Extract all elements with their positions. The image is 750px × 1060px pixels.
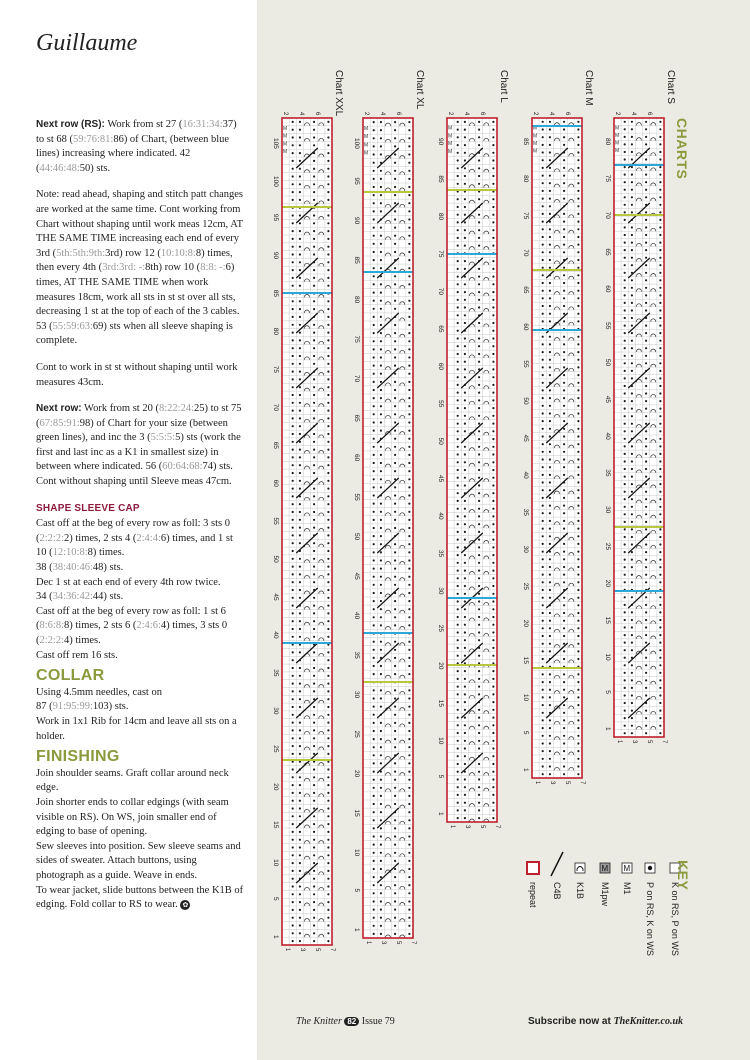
m1-symbol: M: [533, 141, 538, 148]
row-number: 60: [353, 454, 360, 462]
row-number: 15: [353, 809, 360, 817]
paragraph: Work in 1x1 Rib for 14cm and leave all sts on a holder.: [36, 715, 237, 742]
row-number: 45: [353, 572, 360, 580]
stitch-number: 5: [314, 948, 320, 952]
charts-panel: [257, 0, 750, 1060]
row-number: 1: [522, 768, 529, 772]
m1-symbol: M: [601, 864, 609, 873]
chart-title: Chart XXL: [333, 70, 344, 117]
m1-symbol: M: [364, 126, 369, 133]
stitch-number: 1: [449, 825, 455, 829]
stitch-number: 7: [661, 740, 667, 744]
row-number: 100: [353, 138, 360, 149]
stitch-number: 7: [410, 941, 416, 945]
stitch-number: 3: [631, 740, 637, 744]
row-number: 1: [272, 935, 279, 939]
end-mark-icon: ✿: [180, 900, 190, 910]
row-number: 30: [604, 506, 611, 514]
row-number: 55: [522, 360, 529, 368]
row-number: 85: [272, 289, 279, 298]
row-number: 45: [437, 475, 444, 483]
stitch-number: 1: [284, 948, 290, 952]
row-number: 105: [272, 138, 279, 149]
stitch-number: 1: [616, 740, 622, 744]
row-number: 50: [522, 397, 529, 405]
row-number: 35: [522, 508, 529, 516]
row-number: 70: [272, 403, 279, 411]
size-values: 55:59:63:: [52, 320, 93, 332]
row-number: 55: [437, 400, 444, 408]
m1-symbol: M: [283, 133, 288, 140]
row-number: 50: [272, 555, 279, 563]
m1-symbol: M: [615, 140, 620, 147]
row-number: 5: [437, 774, 444, 779]
m1-symbol: M: [533, 133, 538, 140]
row-number: 50: [353, 533, 360, 541]
size-values: 2:4:6:: [136, 620, 161, 632]
row-number: 10: [272, 859, 279, 867]
stitch-number: 6: [646, 112, 652, 116]
size-values: 2:4:4:: [136, 532, 161, 544]
footer-subscribe: [528, 1016, 683, 1027]
size-values: 8:6:8:: [39, 620, 65, 632]
row-number: 30: [522, 545, 529, 553]
paragraph: Dec 1 st at each end of every 4th row twice.: [36, 576, 221, 588]
chart-title: Chart L: [498, 70, 509, 103]
row-number: 10: [353, 849, 360, 857]
paragraph: [36, 402, 246, 490]
row-number: 30: [272, 707, 279, 715]
paragraph: Using 4.5mm needles, cast on: [36, 686, 162, 698]
size-values: 60:64:68:: [162, 461, 203, 473]
paragraph: [36, 118, 246, 176]
m1-symbol: M: [448, 148, 453, 155]
row-number: 35: [272, 669, 279, 677]
size-values: 5:5:5:: [150, 432, 176, 444]
row-number: 25: [522, 582, 529, 590]
stitch-number: 2: [447, 112, 453, 116]
row-number: 60: [272, 479, 279, 487]
stitch-number: 5: [646, 740, 652, 744]
row-number: 55: [353, 493, 360, 501]
text: 4) times, 3 sts 0 (: [36, 620, 228, 646]
m1-symbol: M: [448, 133, 453, 140]
size-values: 38:40:46:: [52, 562, 93, 574]
row-number: 65: [272, 441, 279, 449]
pattern-text: [36, 118, 246, 913]
row-number: 10: [437, 737, 444, 745]
size-values: 16:31:34:: [182, 119, 223, 130]
stitch-number: 2: [282, 112, 288, 116]
stitch-number: 7: [579, 781, 585, 785]
row-number: 60: [604, 285, 611, 293]
text: 2) times, 2 sts 4 (: [64, 532, 137, 544]
subscribe-text: Subscribe now at: [528, 1016, 611, 1027]
size-values: 10:10:8:: [160, 247, 196, 259]
size-values: 34:36:42:: [52, 591, 93, 603]
m1-symbol: M: [533, 125, 538, 132]
row-number: 15: [272, 821, 279, 829]
stitch-number: 3: [299, 948, 305, 952]
row-number: 65: [353, 414, 360, 422]
stitch-number: 2: [532, 112, 538, 116]
paragraph: Join shorter ends to collar edgings (with seam visible on RS). On WS, join smaller end of edging to base of opening.: [36, 796, 229, 838]
row-number: 55: [604, 322, 611, 330]
row-number: 15: [437, 699, 444, 707]
key-label: C4B: [552, 882, 562, 900]
row-number: 85: [522, 138, 529, 146]
m1-symbol: M: [615, 133, 620, 140]
row-number: 45: [272, 593, 279, 601]
row-number: 80: [604, 138, 611, 146]
text: 86) of Chart, (between blue lines) increasing where indicated. 42 (: [36, 133, 230, 174]
section-heading: SHAPE SLEEVE CAP: [36, 502, 140, 514]
row-number: 75: [272, 365, 279, 373]
m1-symbol: M: [283, 125, 288, 132]
row-number: 5: [272, 897, 279, 901]
row-number: 75: [604, 174, 611, 183]
row-number: 65: [604, 248, 611, 256]
row-number: 50: [604, 358, 611, 367]
key-item: [600, 863, 610, 907]
row-number: 25: [272, 745, 279, 753]
stitch-number: 2: [363, 112, 369, 116]
text: 98) of Chart for your size (between green lines), and inc the 3 (: [36, 417, 228, 444]
row-number: 65: [522, 286, 529, 294]
c4b-symbol: [551, 852, 563, 876]
chart-4: [353, 70, 425, 945]
m1-symbol: M: [364, 134, 369, 141]
paragraph: Cont to work in st st without shaping until work measures 43cm.: [36, 361, 238, 388]
key-heading: KEY: [675, 860, 691, 891]
stitch-number: 4: [548, 112, 554, 116]
text: 25) to st 75 (: [36, 403, 242, 429]
row-number: 70: [604, 211, 611, 219]
section-heading: FINISHING: [36, 748, 120, 766]
text: 69) sts when all sleeve shaping is complete.: [36, 320, 233, 347]
text: 37) to st 68 (: [36, 119, 237, 145]
stitch-number: 1: [534, 781, 540, 785]
stitch-number: 6: [564, 112, 570, 116]
text: To wear jacket, slide buttons between the K1B of edging. Fold collar to RS to wear.: [36, 884, 244, 911]
article-column: [0, 0, 257, 1060]
text: Cast off at the beg of every row as foll: 3 sts 0 (: [36, 518, 231, 544]
row-number: 5: [353, 888, 360, 893]
row-number: 70: [437, 287, 444, 296]
row-number: 40: [437, 512, 444, 520]
m1-symbol: M: [448, 125, 453, 132]
paragraph: [36, 188, 246, 349]
key-label: P on RS, K on WS: [645, 882, 655, 956]
row-number: 90: [353, 217, 360, 225]
row-number: 45: [604, 395, 611, 403]
size-values: 2:2:2:: [39, 532, 65, 544]
paragraph: [36, 561, 246, 576]
row-number: 10: [604, 653, 611, 661]
page-number: 82: [344, 1017, 359, 1026]
size-values: 12:10:8:: [52, 547, 88, 559]
row-number: 85: [353, 256, 360, 264]
m1-symbol: M: [283, 149, 288, 156]
text: 103) sts.: [92, 701, 129, 713]
row-number: 70: [522, 249, 529, 257]
key-item: [575, 863, 585, 899]
m1-symbol: M: [448, 141, 453, 148]
m1-symbol: M: [615, 148, 620, 155]
text: 8) times, then every 4th (: [36, 247, 233, 274]
row-number: 85: [437, 175, 444, 183]
row-number: 25: [604, 542, 611, 551]
size-values: 59:76:81:: [73, 133, 114, 145]
key-item: [645, 863, 655, 956]
chart-1: [604, 70, 676, 744]
key-label: K1B: [575, 882, 585, 900]
size-values: 8:22:24:: [158, 403, 194, 415]
chart-3: [437, 70, 509, 829]
row-number: 90: [437, 138, 444, 146]
m1-symbol: M: [283, 141, 288, 148]
chart-title: Chart S: [665, 70, 676, 104]
row-number: 20: [353, 770, 360, 778]
size-values: 5th:5th:9th:: [56, 247, 106, 259]
paragraph: [36, 590, 246, 605]
chart-2: [522, 70, 594, 785]
row-number: 45: [522, 434, 529, 442]
stitch-number: 6: [395, 112, 401, 116]
row-number: 75: [522, 212, 529, 220]
size-values: 3rd:3rd: -:: [102, 262, 146, 274]
lead-in: Next row:: [36, 403, 82, 415]
stitch-number: 6: [314, 112, 320, 116]
row-number: 25: [353, 730, 360, 738]
magazine-name: The Knitter: [296, 1016, 342, 1027]
key-label: K on RS, P on WS: [670, 882, 680, 956]
text: Work from st 27 (: [104, 119, 183, 130]
text: 8) times, 2 sts 6 (: [64, 620, 137, 632]
row-number: 80: [353, 296, 360, 304]
size-values: 2:2:2:: [39, 635, 65, 646]
row-number: 10: [522, 693, 529, 702]
lead-in: Next row (RS):: [36, 119, 105, 130]
row-number: 75: [353, 335, 360, 343]
paragraph: [36, 700, 246, 715]
row-number: 40: [604, 432, 611, 440]
row-number: 5: [604, 690, 611, 694]
purl-symbol: [648, 866, 652, 870]
row-number: 20: [272, 783, 279, 791]
size-values: 44:46:48:: [39, 162, 80, 174]
stitch-number: 5: [395, 941, 401, 945]
stitch-number: 3: [464, 825, 470, 829]
row-number: 15: [604, 616, 611, 624]
stitch-number: 1: [365, 941, 371, 945]
row-number: 35: [437, 549, 444, 558]
stitch-number: 3: [380, 941, 386, 945]
stitch-number: 3: [549, 781, 555, 785]
paragraph: [36, 605, 246, 649]
row-number: 75: [437, 250, 444, 258]
stitch-number: 2: [614, 112, 620, 116]
row-number: 60: [437, 362, 444, 370]
paragraph: [36, 884, 246, 913]
text: 8) times.: [87, 547, 125, 559]
text: 38 (: [36, 562, 53, 574]
row-number: 70: [353, 375, 360, 383]
row-number: 40: [353, 612, 360, 620]
m1-symbol: M: [623, 864, 631, 873]
chart-grid-bg: [363, 118, 413, 938]
paragraph: [36, 517, 246, 561]
row-number: 80: [522, 175, 529, 183]
issue-number: Issue 79: [361, 1016, 395, 1027]
text: Cast off at the beg of every row as foll: 1 st 6 (: [36, 605, 226, 632]
text: 6) times, and 1 st 10 (: [36, 532, 233, 559]
stitch-number: 7: [494, 825, 500, 829]
size-values: 8:8: -:: [200, 262, 226, 274]
row-number: 80: [272, 327, 279, 336]
text: 74) sts. Cont without shaping until Sleeve meas 47cm.: [36, 461, 233, 488]
row-number: 20: [437, 662, 444, 670]
chart-grid-bg: [447, 118, 497, 822]
text: 34 (: [36, 591, 53, 603]
row-number: 35: [604, 469, 611, 477]
key-item: [527, 862, 539, 908]
row-number: 95: [272, 213, 279, 222]
row-number: 40: [272, 631, 279, 639]
text: 4) times.: [64, 635, 101, 646]
key-item: [551, 852, 563, 900]
key-label: M1pw: [600, 882, 610, 907]
paragraph: Cast off rem 16 sts.: [36, 649, 118, 661]
charts-heading: CHARTS: [674, 118, 690, 180]
text: 6) times, AT THE SAME TIME when work measures 18cm, work all sts in st st over all sts, decreasing 1 st at the top of each of the 3 cables. 53 (: [36, 262, 240, 332]
key-label: repeat: [528, 882, 538, 908]
row-number: 1: [437, 812, 444, 816]
repeat-symbol: [527, 862, 539, 874]
site-link[interactable]: TheKnitter.co.uk: [613, 1016, 684, 1027]
stitch-number: 4: [379, 112, 385, 116]
row-number: 1: [604, 727, 611, 731]
size-values: 91:95:99:: [52, 701, 93, 713]
stitch-number: 5: [479, 825, 485, 829]
row-number: 65: [437, 325, 444, 333]
charts-area: [257, 0, 750, 1060]
row-number: 95: [353, 177, 360, 185]
row-number: 30: [437, 587, 444, 595]
row-number: 25: [437, 624, 444, 633]
row-number: 40: [522, 471, 529, 479]
stitch-number: 7: [329, 948, 335, 952]
key-swatch: [575, 863, 585, 873]
text: 3rd) row 12 (: [105, 247, 161, 259]
stitch-number: 4: [298, 112, 304, 116]
row-number: 90: [272, 251, 279, 260]
key-label: M1: [622, 882, 632, 895]
text: 44) sts.: [92, 591, 124, 603]
text: 48) sts.: [92, 562, 124, 574]
paragraph: Join shoulder seams. Graft collar around neck edge.: [36, 767, 229, 794]
text: 50) sts.: [79, 162, 111, 174]
row-number: 60: [522, 323, 529, 331]
paragraph: Sew sleeves into position. Sew sleeve seams and sides of sweater. Attach buttons, using photograph as a guide. Weave in ends.: [36, 840, 241, 881]
row-number: 20: [604, 579, 611, 588]
row-number: 35: [353, 651, 360, 659]
text: Note: read ahead, shaping and stitch patt changes are worked at the same time. Cont working from Chart without shaping until work meas 12cm, AT THE SAME TIME increasing each end of every 3rd (: [36, 189, 244, 259]
size-values: 67:85:91:: [39, 417, 80, 429]
stitch-number: 4: [630, 112, 636, 116]
section-heading: COLLAR: [36, 667, 105, 685]
text: 8th) row 10 (: [145, 262, 201, 274]
m1-symbol: M: [615, 125, 620, 132]
row-number: 5: [522, 730, 529, 735]
stitch-number: 6: [479, 112, 485, 116]
row-number: 1: [353, 928, 360, 932]
row-number: 30: [353, 691, 360, 699]
row-number: 55: [272, 517, 279, 525]
row-number: 50: [437, 437, 444, 445]
row-number: 20: [522, 619, 529, 628]
row-number: 100: [272, 176, 279, 187]
row-number: 80: [437, 212, 444, 221]
text: 87 (: [36, 701, 53, 713]
stitch-number: 4: [463, 112, 469, 116]
chart-title: Chart XL: [414, 70, 425, 110]
m1-symbol: M: [533, 148, 538, 155]
text: 5) sts (work the first and last inc as a K1 in smallest size) in between where indicated. 56 (: [36, 432, 241, 473]
key-item: [622, 863, 632, 895]
m1-symbol: M: [364, 142, 369, 149]
chart-title: Chart M: [583, 70, 594, 106]
text: Work from st 20 (: [81, 403, 159, 415]
chart-5: [272, 70, 344, 952]
stitch-number: 5: [564, 781, 570, 785]
footer-magazine: [296, 1016, 395, 1027]
row-number: 15: [522, 656, 529, 665]
m1-symbol: M: [364, 150, 369, 157]
pattern-title: Guillaume: [36, 30, 138, 56]
